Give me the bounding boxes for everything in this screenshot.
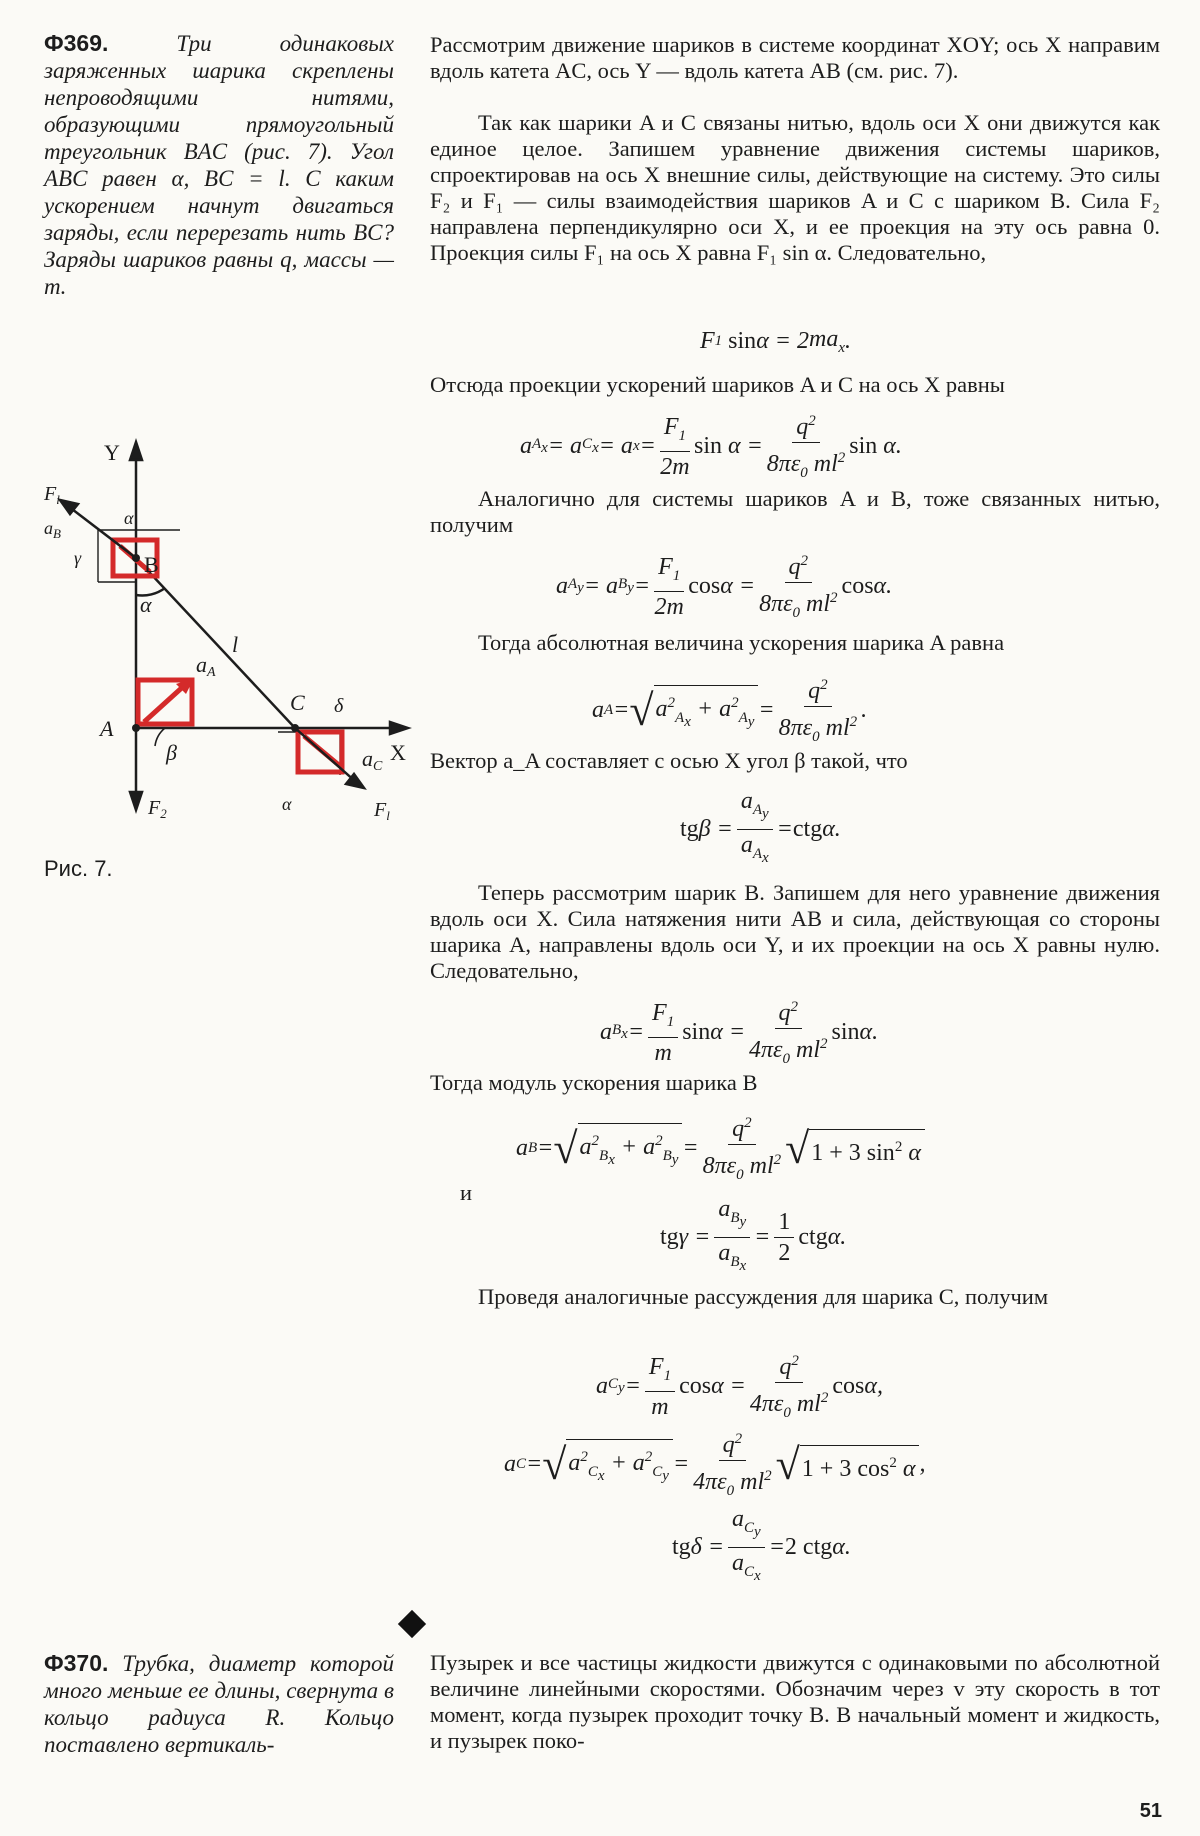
label-ac: aC <box>362 746 383 774</box>
figure-caption: Рис. 7. <box>44 856 113 881</box>
problem-370-label: Ф370. <box>44 1650 109 1676</box>
equation-3: a $A_y$ = a $B_y$ = $\frac{F_1}{2m}$ cos α = $\frac{q^2}{8\pi\varepsilon_0 ml^2}$ cos α. <box>556 548 892 626</box>
problem-370-text: Трубка, диаметр которой много меньше ее длины, свернута в кольцо радиуса R. Кольцо поставлено вертикаль- <box>44 1651 395 1757</box>
label-y: Y <box>104 440 120 465</box>
f2-arrow <box>130 792 142 810</box>
equation-8: tg γ = $\frac{a_{B_y}}{a_{B_x}}$ = $\frac{1}{2}$ ctg α. <box>660 1196 847 1274</box>
x-axis-arrow <box>390 722 408 734</box>
equation-10: a C = √ $a^2_{C_x} + a^2_{C_y}$ = $\frac{q^2}{4\pi\varepsilon_0 ml^2}$ √ 1 + 3 $\cos^2 \alpha$ , <box>504 1426 925 1504</box>
label-beta: β <box>166 740 177 765</box>
equation-6: a $B_x$ = $\frac{F_1}{m}$ sin α = $\frac{q^2}{4\pi\varepsilon_0 ml^2}$ sin α. <box>600 994 878 1072</box>
solution-p9: Проведя аналогичные рассуждения для шарика C, получим <box>478 1284 1049 1309</box>
solution-p2: Так как шарики A и C связаны нитью, вдоль оси X они движутся как единое целое. Запишем уравнение движения системы шариков, спроектировав на ось X внешние силы, действующие на систему. Это силы F₂ и F₁ — силы взаимодействия шариков A и C с шариком B. Сила F₂ направлена перпендикулярно оси X, и ее проекция на эту ось равна 0. Проекция силы F₁ на ось X равна F₁ sin α. Следовательно, <box>430 110 1160 265</box>
equation-7: a B = √ $a^2_{B_x} + a^2_{B_y}$ = $\frac{q^2}{8\pi\varepsilon_0 ml^2}$ √ 1 + 3 $\sin^2 \alpha$ <box>516 1110 925 1188</box>
label-alpha-b: α <box>124 508 134 528</box>
problem-370-solution: Пузырек и все частицы жидкости движутся с одинаковыми по абсолютной величине линейными скоростями. Обозначим через v эту скорость в тот момент, когда пузырек проходит точку B. В начальный момент и жидкость, и пузырек поко- <box>430 1650 1160 1753</box>
solution-p1: Рассмотрим движение шариков в системе координат XOY; ось X направим вдоль катета AC, ось Y — вдоль катета AB (см. рис. 7). <box>430 32 1160 83</box>
label-x: X <box>390 740 406 765</box>
y-axis-arrow <box>130 442 142 460</box>
solution-p8: Тогда модуль ускорения шарика B <box>430 1070 758 1095</box>
accel-a-arrow <box>144 684 186 722</box>
problem-369-label: Ф369. <box>44 30 109 56</box>
label-b: B <box>144 552 159 577</box>
equation-1: F 1 sin α = 2 $ma_x$ . <box>700 326 851 356</box>
label-alpha: α <box>140 592 152 617</box>
solution-and: и <box>460 1180 473 1205</box>
solution-p4: Аналогично для системы шариков A и B, тоже связанных нитью, получим <box>430 486 1160 537</box>
problem-370-statement <box>44 1650 394 1758</box>
label-c: C <box>290 690 305 715</box>
problem-369-statement <box>44 30 394 300</box>
solution-p6: Вектор a_A составляет с осью X угол β такой, что <box>430 748 908 773</box>
solution-p3: Отсюда проекции ускорений шариков A и C на ось X равны <box>430 372 1005 397</box>
equation-4: a A = √ $a^2_{A_x} + a^2_{A_y}$ = $\frac{q^2}{8\pi\varepsilon_0 ml^2}$ . <box>592 672 867 750</box>
string-bc <box>136 558 295 728</box>
label-delta: δ <box>334 695 344 717</box>
solution-p7: Теперь рассмотрим шарик B. Запишем для него уравнение движения вдоль оси X. Сила натяжения нити AB и сила, действующая со стороны шарика A, направлены вдоль оси Y, и их проекции на ось X равны нулю. Следовательно, <box>430 880 1160 983</box>
section-divider-diamond <box>398 1610 426 1638</box>
label-gamma: γ <box>74 548 82 568</box>
solution-p5: Тогда абсолютная величина ускорения шарика A равна <box>478 630 1005 655</box>
equation-11: tg δ = $\frac{a_{C_y}}{a_{C_x}}$ = 2 ctg α. <box>672 1506 851 1584</box>
label-f2: $F_2$ <box>148 797 167 821</box>
equation-5: tg β = $\frac{a_{A_y}}{a_{A_x}}$ = ctg α. <box>680 788 841 866</box>
figure-7 <box>40 430 420 830</box>
equation-9: a $C_y$ = $\frac{F_1}{m}$ cos α = $\frac{q^2}{4\pi\varepsilon_0 ml^2}$ cos α, <box>596 1348 883 1426</box>
problem-369-text: Три одинаковых заряженных шарика скреплены непроводящими нитями, образующими прямоугольный треугольник BAC (рис. 7). Угол ABC равен α, BC = l. С каким ускорением начнут двигаться заряды, если перерезать нить BC? Заряды шариков равны q, массы — m. <box>44 31 394 299</box>
angle-beta-arc <box>155 728 165 746</box>
label-a: A <box>100 716 114 741</box>
label-l: l <box>232 632 239 657</box>
label-aa: aA <box>196 652 216 680</box>
label-f1-b: $F_l$ <box>44 483 60 507</box>
equation-2: a $A_x$ = a $C_x$ = a x = $\frac{F_1}{2m}$ sin α = $\frac{q^2}{8\pi\varepsilon_0 ml^2}$ sin α. <box>520 408 902 486</box>
page-number: 51 <box>1139 1800 1162 1822</box>
label-ab: $a_B$ <box>44 518 61 541</box>
label-f1-c: $F_l$ <box>374 799 390 823</box>
label-alpha-c: α <box>282 794 292 814</box>
